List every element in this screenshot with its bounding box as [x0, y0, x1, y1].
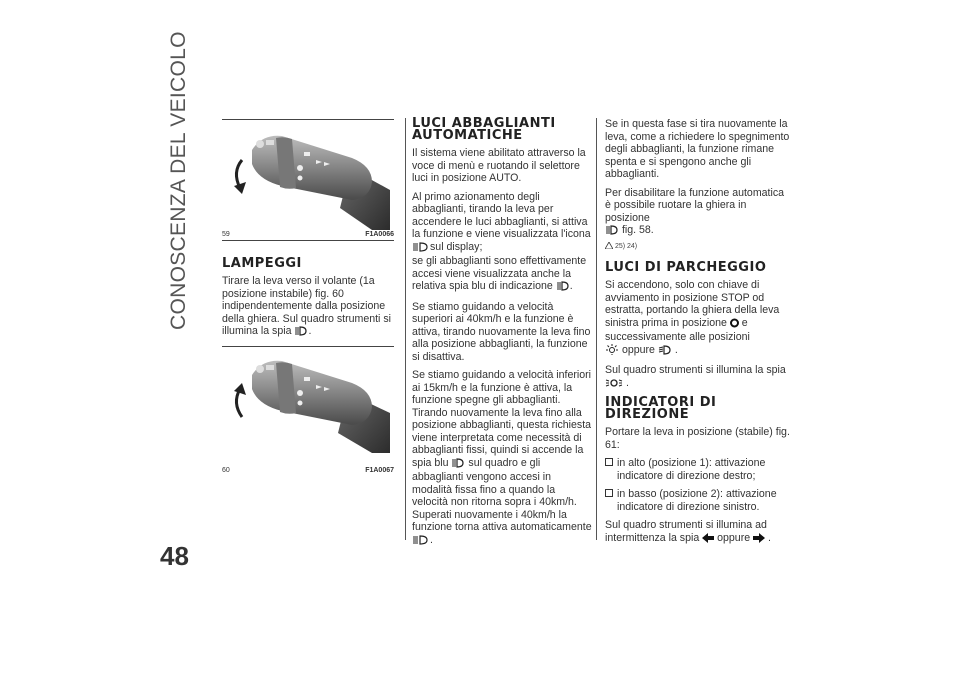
paragraph-text: se gli abbaglianti sono effettivamente accesi viene visualizzata anche la relativa spia blu di indicazione: [412, 255, 587, 292]
paragraph: [605, 187, 790, 239]
stalk-lever-illustration: [222, 120, 394, 230]
column-1: [222, 258, 398, 346]
paragraph-text: fig. 58.: [621, 224, 654, 236]
section-heading: INDICATORI DI DIREZIONE: [605, 395, 717, 422]
paragraph: Se in questa fase si tira nuovamente la leva, come a richiedere lo spegnimento degli abbaglianti, la funzione rimane spenta e si spengono anche gli abbaglianti.: [605, 118, 790, 180]
paragraph-end: .: [768, 531, 771, 544]
paragraph-text: oppure: [717, 531, 751, 544]
low-beam-icon: [658, 345, 672, 359]
warning-triangle-icon: [605, 242, 613, 255]
paragraph-text: Si accendono, solo con chiave di avviamento in posizione STOP od estratta, portando la ghiera della leva sinistra prima in posizione: [605, 279, 780, 329]
stalk-lever-illustration: [222, 347, 394, 455]
high-beam-icon: [451, 458, 465, 472]
paragraph-text: e successivamente alle posizioni: [605, 316, 750, 343]
section-heading: LAMPEGGI: [222, 256, 302, 271]
paragraph-end: .: [569, 280, 573, 292]
paragraph: Il sistema viene abilitato attraverso la voce di menù e ruotando il selettore luci in posizione AUTO.: [412, 147, 586, 184]
section-heading: LUCI DI PARCHEGGIO: [605, 260, 767, 275]
figure-number: 60: [222, 467, 230, 474]
reference-text: 25) 24): [614, 242, 638, 250]
high-beam-icon: [556, 281, 570, 295]
paragraph-text: Tirare la leva verso il volante (1a posizione instabile) fig. 60 indipendentemente dalla posizione della ghiera. Sul quadro strumenti si illumina la spia: [222, 275, 392, 337]
high-beam-icon: [605, 225, 619, 239]
warning-reference: [605, 241, 790, 255]
paragraph-end: .: [308, 325, 312, 337]
list-item-text: in alto (posizione 1): attivazione indicatore di direzione destro;: [617, 457, 766, 482]
chapter-title: CONOSCENZA DEL VEICOLO: [167, 31, 190, 330]
off-position-icon: [730, 318, 739, 332]
paragraph-end: .: [625, 376, 629, 389]
paragraph-end: .: [430, 533, 433, 546]
figure-bottom-rule: [222, 240, 394, 241]
parking-light-indicator-icon: [605, 378, 623, 392]
figure-60: [222, 347, 394, 474]
figure-59: [222, 120, 394, 238]
column-divider: [405, 118, 406, 540]
paragraph: [605, 279, 790, 358]
paragraph-text: sul display;: [430, 240, 483, 253]
paragraph-text: Sul quadro strumenti si illumina ad intermittenza la spia: [605, 519, 767, 544]
auto-high-beam-icon: [412, 242, 430, 256]
high-beam-icon: [294, 326, 308, 340]
column-divider: [596, 118, 597, 540]
paragraph-text: sul quadro e gli abbaglianti vengono accesi in modalità fissa fino a quando la velocità non ritorna sopra i 40km/h. Superati nuovamente i 40km/h la funzione torna attiva automaticamente: [412, 456, 592, 533]
paragraph-text: Per disabilitare la funzione automatica è possibile ruotare la ghiera in posizione: [605, 186, 785, 224]
paragraph-text: Sul quadro strumenti si illumina la spia: [605, 364, 786, 376]
column-2: [412, 118, 592, 554]
list-item: [605, 488, 790, 513]
paragraph: Portare la leva in posizione (stabile) fig. 61:: [605, 426, 790, 451]
list-item: [605, 457, 790, 482]
parking-light-icon: [605, 344, 619, 359]
paragraph-text: Se stiamo guidando a velocità inferiori ai 15km/h e la funzione è attiva, la funzione spegne gli abbaglianti. Tirando nuovamente la leva fino alla posizione abbaglianti, questa richiesta viene interpretata come necessità di abbaglianti fissi, quindi si accende la spia blu: [412, 369, 592, 469]
figure-code: F1A0066: [365, 231, 394, 238]
paragraph: [605, 364, 790, 391]
figure-code: F1A0067: [365, 467, 394, 474]
paragraph-end: .: [674, 343, 678, 356]
checkbox-bullet-icon: [605, 458, 613, 466]
list-item-text: in basso (posizione 2): attivazione indicatore di direzione sinistro.: [617, 488, 777, 513]
paragraph: [412, 369, 592, 548]
paragraph-text: Al primo azionamento degli abbaglianti, tirando la leva per accendere le luci abbaglianti, si attiva la funzione e viene visualizzata l'icona: [412, 190, 591, 240]
paragraph-text: oppure: [621, 343, 655, 356]
paragraph: [222, 275, 398, 340]
section-heading: LUCI ABBAGLIANTI AUTOMATICHE: [412, 116, 556, 143]
turn-right-arrow-icon: [753, 533, 765, 547]
turn-left-arrow-icon: [702, 533, 714, 547]
page-number: 48: [160, 541, 189, 571]
paragraph: [605, 519, 790, 546]
checkbox-bullet-icon: [605, 489, 613, 497]
auto-high-beam-icon: [412, 535, 430, 549]
paragraph: Se stiamo guidando a velocità superiori ai 40km/h e la funzione è attiva, tirando nuovamente la leva fino alla posizione abbaglianti, la funzione si disattiva.: [412, 300, 591, 363]
column-3: [605, 118, 790, 552]
paragraph: [412, 191, 592, 295]
figure-number: 59: [222, 231, 230, 238]
